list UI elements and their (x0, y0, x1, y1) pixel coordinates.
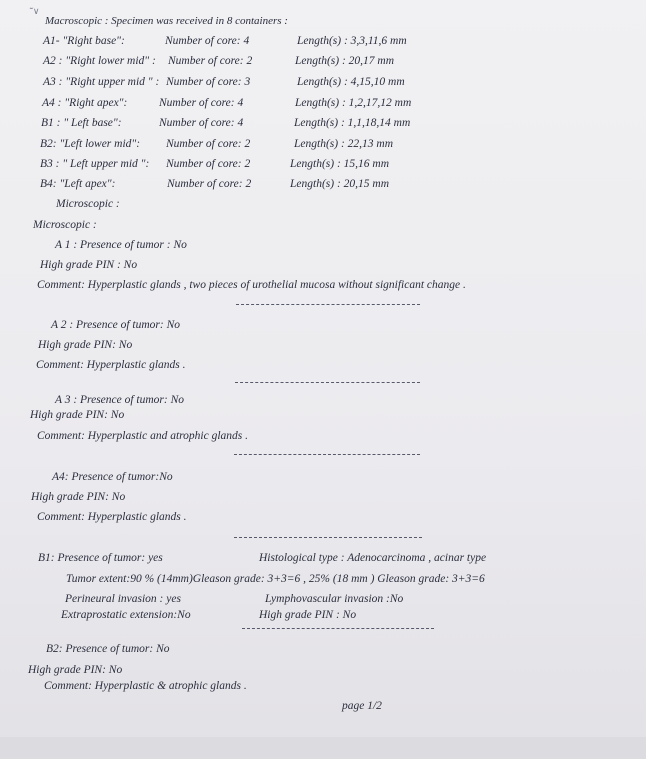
macro-label-b2: B2: "Left lower mid": (40, 138, 141, 150)
a2-pin: High grade PIN: No (38, 339, 133, 351)
separator (234, 454, 420, 455)
separator (234, 537, 422, 538)
macro-cores-b2: Number of core: 2 (166, 138, 251, 150)
b2-comment: Comment: Hyperplastic & atrophic glands . (44, 680, 247, 692)
macro-microscopic-sub: Microscopic : (56, 198, 120, 210)
macro-cores-a4: Number of core: 4 (159, 97, 244, 109)
a2-presence: A 2 : Presence of tumor: No (51, 319, 181, 331)
a4-presence: A4: Presence of tumor:No (52, 471, 173, 483)
page-bottom-shadow (0, 737, 646, 759)
b1-histology: Histological type : Adenocarcinoma , acinar type (259, 552, 487, 564)
page-number: page 1/2 (342, 700, 382, 712)
macroscopic-header: Macroscopic : Specimen was received in 8 containers : (45, 15, 288, 27)
macro-lengths-a4: Length(s) : 1,2,17,12 mm (295, 97, 412, 109)
macro-label-a4: A4 : "Right apex": (42, 97, 128, 109)
a1-presence: A 1 : Presence of tumor : No (55, 239, 187, 251)
a4-comment: Comment: Hyperplastic glands . (37, 511, 187, 523)
a3-pin: High grade PIN: No (30, 409, 125, 421)
macro-label-b3: B3 : " Left upper mid ": (40, 158, 150, 170)
macro-label-a3: A3 : "Right upper mid " : (43, 76, 160, 88)
macro-lengths-b2: Length(s) : 22,13 mm (294, 138, 394, 150)
a1-comment: Comment: Hyperplastic glands , two pieces of urothelial mucosa without significant change . (37, 279, 466, 291)
macro-label-a2: A2 : "Right lower mid" : (43, 55, 156, 67)
separator (236, 304, 420, 305)
b2-pin: High grade PIN: No (28, 664, 123, 676)
macro-lengths-a2: Length(s) : 20,17 mm (295, 55, 395, 67)
separator (235, 382, 420, 383)
microscopic-header: Microscopic : (33, 219, 97, 231)
macro-cores-a3: Number of core: 3 (166, 76, 251, 88)
separator (242, 628, 434, 629)
macro-lengths-b1: Length(s) : 1,1,18,14 mm (294, 117, 411, 129)
a3-presence: A 3 : Presence of tumor: No (55, 394, 185, 406)
macro-label-a1: A1- "Right base": (43, 35, 125, 47)
b1-lymphovascular: Lymphovascular invasion :No (265, 593, 404, 605)
b2-presence: B2: Presence of tumor: No (46, 643, 170, 655)
b1-perineural: Perineural invasion : yes (65, 593, 181, 605)
macro-cores-b4: Number of core: 2 (167, 178, 252, 190)
a2-comment: Comment: Hyperplastic glands . (36, 359, 186, 371)
macro-label-b1: B1 : " Left base": (41, 117, 122, 129)
b1-pin: High grade PIN : No (259, 609, 357, 621)
b1-extent: Tumor extent:90 % (14mm)Gleason grade: 3+3=6 , 25% (18 mm ) Gleason grade: 3+3=6 (66, 573, 485, 585)
macro-cores-b3: Number of core: 2 (166, 158, 251, 170)
macro-cores-a2: Number of core: 2 (168, 55, 253, 67)
macro-cores-a1: Number of core: 4 (165, 35, 250, 47)
b1-presence: B1: Presence of tumor: yes (38, 552, 163, 564)
macro-cores-b1: Number of core: 4 (159, 117, 244, 129)
macro-label-b4: B4: "Left apex": (40, 178, 116, 190)
macro-lengths-b3: Length(s) : 15,16 mm (290, 158, 390, 170)
a4-pin: High grade PIN: No (31, 491, 126, 503)
a3-comment: Comment: Hyperplastic and atrophic glands . (37, 430, 249, 442)
corner-mark: ་ˇ∨ (28, 6, 40, 16)
a1-pin: High grade PIN : No (40, 259, 138, 271)
b1-extraprostatic: Extraprostatic extension:No (61, 609, 191, 621)
macro-lengths-a3: Length(s) : 4,15,10 mm (297, 76, 405, 88)
macro-lengths-b4: Length(s) : 20,15 mm (290, 178, 390, 190)
macro-lengths-a1: Length(s) : 3,3,11,6 mm (297, 35, 407, 47)
